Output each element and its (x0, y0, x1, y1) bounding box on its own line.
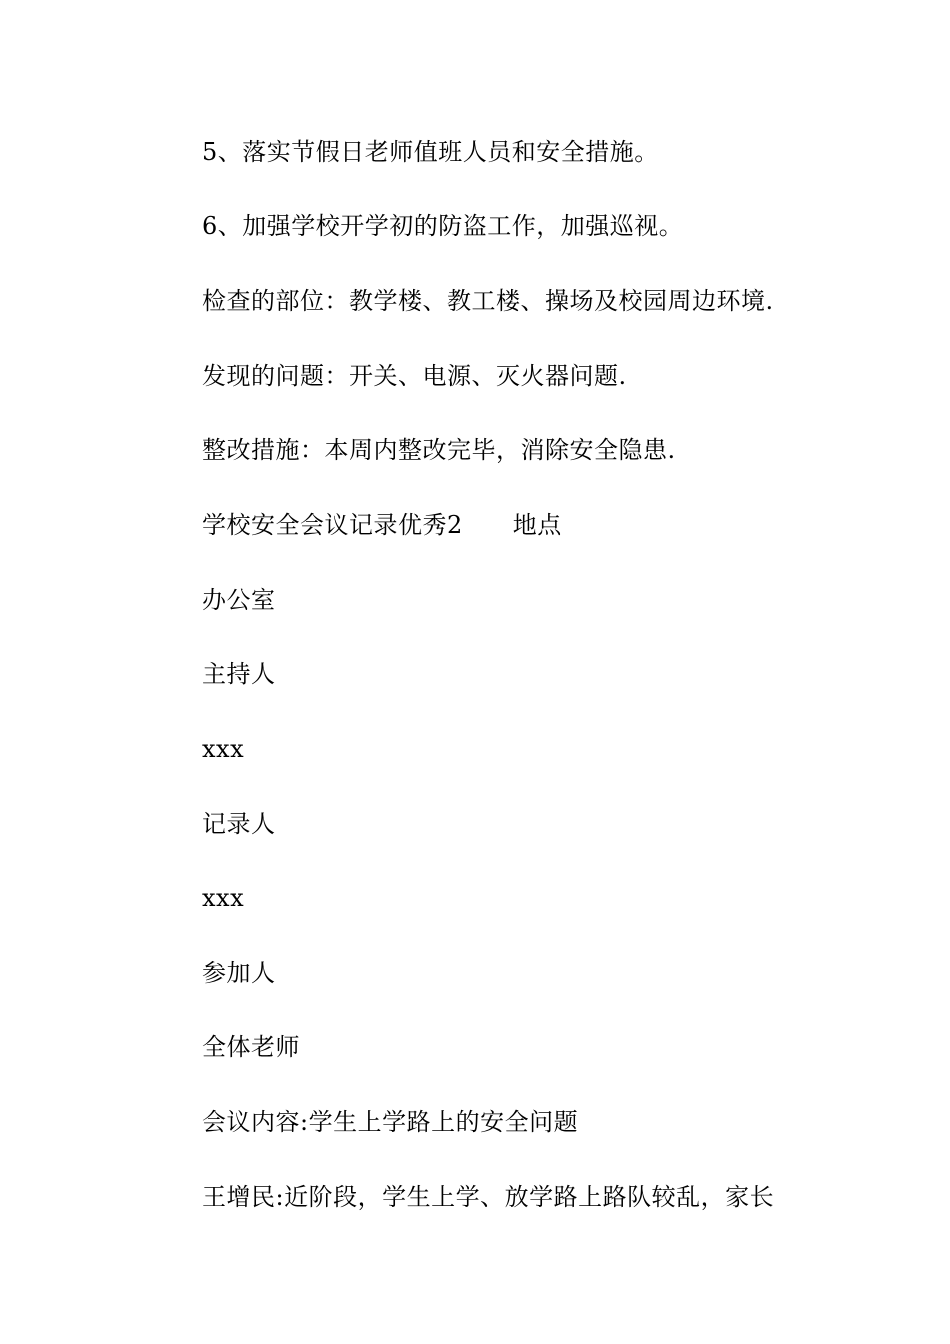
host-label: 主持人 (202, 660, 276, 688)
attendees-value: 全体老师 (202, 1033, 300, 1061)
paragraph-item-5: 5、落实节假日老师值班人员和安全措施。 (202, 138, 659, 166)
meeting-content: 会议内容:学生上学路上的安全问题 (202, 1108, 579, 1136)
recorder-label: 记录人 (202, 810, 276, 838)
attendees-label: 参加人 (202, 959, 276, 987)
paragraph-inspection-areas: 检查的部位：教学楼、教工楼、操场及校园周边环境. (202, 287, 774, 315)
location-value: 办公室 (202, 586, 276, 614)
speaker-paragraph: 王增民:近阶段，学生上学、放学路上路队较乱，家长 (202, 1183, 775, 1211)
section-heading-row (202, 510, 562, 540)
location-label: 地点 (512, 511, 562, 539)
paragraph-rectification: 整改措施：本周内整改完毕，消除安全隐患. (202, 436, 676, 464)
paragraph-problems-found: 发现的问题：开关、电源、灭火器问题. (202, 362, 627, 390)
host-value: xxx (202, 735, 245, 763)
section-title: 学校安全会议记录优秀2 (202, 511, 463, 539)
paragraph-item-6: 6、加强学校开学初的防盗工作，加强巡视。 (202, 212, 684, 240)
recorder-value: xxx (202, 884, 245, 912)
